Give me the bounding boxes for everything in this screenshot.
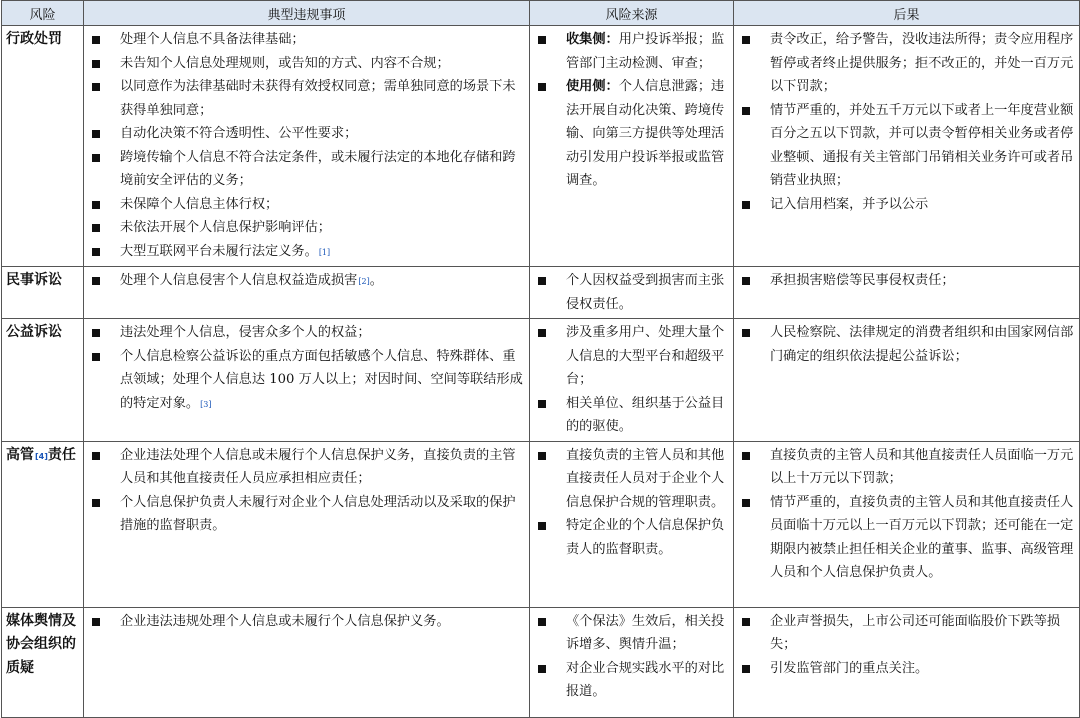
item-text: 直接负责的主管人员和其他直接责任人员对于企业个人信息保护合规的管理职责。 (566, 447, 725, 510)
header-sources: 风险来源 (530, 1, 734, 26)
item-text: 违法处理个人信息，侵害众多个人的权益； (120, 325, 371, 340)
item-text: 以同意作为法律基础时未获得有效授权同意；需单独同意的场景下未获得单独同意； (120, 79, 516, 118)
list-item (536, 610, 729, 657)
item-text: 用户投诉举报；监管部门主动检测、审查； (566, 32, 725, 71)
table-row (2, 607, 1080, 717)
compliance-risk-table (1, 0, 1080, 718)
item-text: 个人因权益受到损害而主张侵权责任。 (566, 273, 725, 312)
consequences-cell (734, 26, 1080, 267)
bullet-icon (742, 452, 750, 460)
risk-cell: 公益诉讼 (2, 319, 84, 442)
header-violations: 典型违规事项 (84, 1, 530, 26)
list-item (90, 240, 525, 265)
risk-text-end: 责任 (47, 446, 76, 463)
bullet-icon (538, 618, 546, 626)
bullet-icon (538, 400, 546, 408)
violations-cell (84, 267, 530, 319)
bullet-icon (538, 329, 546, 337)
bullet-icon (742, 499, 750, 507)
item-text: 对企业合规实践水平的对比报道。 (566, 660, 725, 699)
sources-cell (530, 319, 734, 442)
risk-cell: 行政处罚 (2, 26, 84, 267)
list-item (90, 216, 525, 240)
bullet-icon (92, 224, 100, 232)
footnote-link-4[interactable]: [4] (35, 451, 48, 461)
list-item (536, 28, 729, 75)
bullet-icon (742, 329, 750, 337)
list-item (90, 345, 525, 417)
bullet-icon (92, 452, 100, 460)
item-text: 个人信息泄露；违法开展自动化决策、跨境传输、向第三方提供等处理活动引发用户投诉举报或监管调查。 (566, 79, 725, 188)
item-text: 未告知个人信息处理规则，或告知的方式、内容不合规； (120, 55, 450, 71)
list-item (740, 269, 1075, 293)
item-text: 企业声誉损失，上市公司还可能面临股价下跌等损失； (770, 613, 1061, 652)
list-item (536, 269, 729, 316)
item-text: 人民检察院、法律规定的消费者组织和由国家网信部门确定的组织依法提起公益诉讼； (770, 325, 1074, 364)
header-consequences: 后果 (734, 1, 1080, 26)
item-text: 情节严重的，并处五千万元以下或者上一年度营业额百分之五以下罚款，并可以责令暂停相关业务或者停业整顿、通报有关主管部门吊销相关业务许可或者吊销营业执照； (770, 102, 1074, 188)
item-lead: 使用侧： (566, 79, 619, 94)
item-text: 自动化决策不符合透明性、公平性要求； (120, 126, 358, 141)
sources-cell (530, 441, 734, 607)
list-item (536, 392, 729, 439)
bullet-icon (92, 60, 100, 68)
bullet-icon (92, 36, 100, 44)
item-text: 《个保法》生效后，相关投诉增多、舆情升温； (566, 613, 725, 652)
list-item (740, 28, 1075, 99)
table-row (2, 267, 1080, 319)
risk-text: 高管 (6, 446, 34, 463)
footnote-link-1[interactable]: [1] (318, 247, 331, 257)
bullet-icon (538, 522, 546, 530)
header-row (2, 1, 1080, 26)
list-item (90, 321, 525, 345)
item-text: 涉及重多用户、处理大量个人信息的大型平台和超级平台； (566, 325, 725, 387)
bullet-icon (92, 201, 100, 209)
list-item (740, 321, 1075, 368)
bullet-icon (742, 36, 750, 44)
item-text: 引发监管部门的重点关注。 (770, 660, 929, 676)
item-text: 承担损害赔偿等民事侵权责任； (770, 273, 955, 288)
item-text: 情节严重的，直接负责的主管人员和其他直接责任人员面临十万元以上一百万元以下罚款；还可能在一定期限内被禁止担任相关企业的董事、监事、高级管理人员和个人信息保护负责人。 (770, 494, 1074, 580)
list-item (740, 193, 1075, 217)
violations-cell (84, 441, 530, 607)
list-item (536, 75, 729, 193)
list-item (90, 491, 525, 538)
list-item (90, 146, 525, 193)
bullet-icon (92, 618, 100, 626)
bullet-icon (92, 353, 100, 361)
violations-cell (84, 607, 530, 717)
list-item (90, 610, 525, 634)
consequences-cell (734, 267, 1080, 319)
bullet-icon (742, 618, 750, 626)
list-item (536, 514, 729, 561)
item-lead: 收集侧： (566, 32, 619, 47)
bullet-icon (538, 36, 546, 44)
item-text: 相关单位、组织基于公益目的的驱使。 (566, 395, 725, 434)
list-item (740, 491, 1075, 585)
sources-cell (530, 26, 734, 267)
list-item (740, 444, 1075, 491)
item-text: 企业违法处理个人信息或未履行个人信息保护义务，直接负责的主管人员和其他直接责任人员应承担相应责任； (120, 447, 516, 486)
item-text: 大型互联网平台未履行法定义务。 (120, 243, 318, 259)
bullet-icon (92, 83, 100, 91)
risk-cell: 民事诉讼 (2, 267, 84, 319)
item-text: 责令改正，给予警告，没收违法所得；责令应用程序暂停或者终止提供服务；拒不改正的，并处一百万元以下罚款； (770, 32, 1074, 94)
list-item (90, 75, 525, 122)
list-item (536, 444, 729, 515)
sources-cell (530, 607, 734, 717)
bullet-icon (92, 154, 100, 162)
sources-cell (530, 267, 734, 319)
table-row (2, 26, 1080, 267)
list-item (90, 444, 525, 491)
item-text-end: 。 (369, 273, 383, 288)
footnote-link-2[interactable]: [2] (358, 277, 370, 286)
item-text: 个人信息保护负责人未履行对企业个人信息处理活动以及采取的保护措施的监督职责。 (120, 494, 516, 533)
risk-cell: 媒体舆情及协会组织的质疑 (2, 607, 84, 717)
bullet-icon (92, 329, 100, 337)
list-item (90, 122, 525, 146)
list-item (740, 99, 1075, 193)
item-text: 处理个人信息不具备法律基础； (120, 32, 305, 47)
item-text: 直接负责的主管人员和其他直接责任人员面临一万元以上十万元以下罚款； (770, 447, 1074, 486)
list-item (90, 269, 525, 294)
violations-cell (84, 319, 530, 442)
table-row (2, 441, 1080, 607)
bullet-icon (92, 277, 100, 285)
bullet-icon (92, 130, 100, 138)
bullet-icon (538, 665, 546, 673)
footnote-link-3[interactable]: [3] (200, 399, 212, 409)
list-item (90, 52, 525, 76)
bullet-icon (742, 201, 750, 209)
item-text: 未保障个人信息主体行权； (120, 196, 279, 212)
item-text: 跨境传输个人信息不符合法定条件，或未履行法定的本地化存储和跨境前安全评估的义务； (120, 149, 516, 188)
list-item (740, 610, 1075, 657)
bullet-icon (742, 277, 750, 285)
bullet-icon (92, 499, 100, 507)
table-row (2, 319, 1080, 442)
item-text: 未依法开展个人信息保护影响评估； (120, 220, 331, 235)
list-item (90, 193, 525, 217)
consequences-cell (734, 319, 1080, 442)
violations-cell (84, 26, 530, 267)
header-risk: 风险 (2, 1, 84, 26)
bullet-icon (538, 452, 546, 460)
list-item (90, 28, 525, 52)
item-text: 个人信息检察公益诉讼的重点方面包括敏感个人信息、特殊群体、重点领域；处理个人信息达 100 万人以上；对因时间、空间等联结形成的特定对象。 (120, 348, 523, 411)
bullet-icon (538, 277, 546, 285)
consequences-cell (734, 607, 1080, 717)
bullet-icon (742, 665, 750, 673)
list-item (740, 657, 1075, 681)
list-item (536, 321, 729, 392)
bullet-icon (538, 83, 546, 91)
item-text: 企业违法违规处理个人信息或未履行个人信息保护义务。 (120, 613, 450, 629)
item-text: 特定企业的个人信息保护负责人的监督职责。 (566, 518, 725, 557)
risk-cell (2, 441, 84, 607)
list-item (536, 657, 729, 704)
consequences-cell (734, 441, 1080, 607)
bullet-icon (742, 107, 750, 115)
item-text: 记入信用档案，并予以公示 (770, 196, 929, 212)
bullet-icon (92, 248, 100, 256)
item-text: 处理个人信息侵害个人信息权益造成损害 (120, 273, 358, 288)
